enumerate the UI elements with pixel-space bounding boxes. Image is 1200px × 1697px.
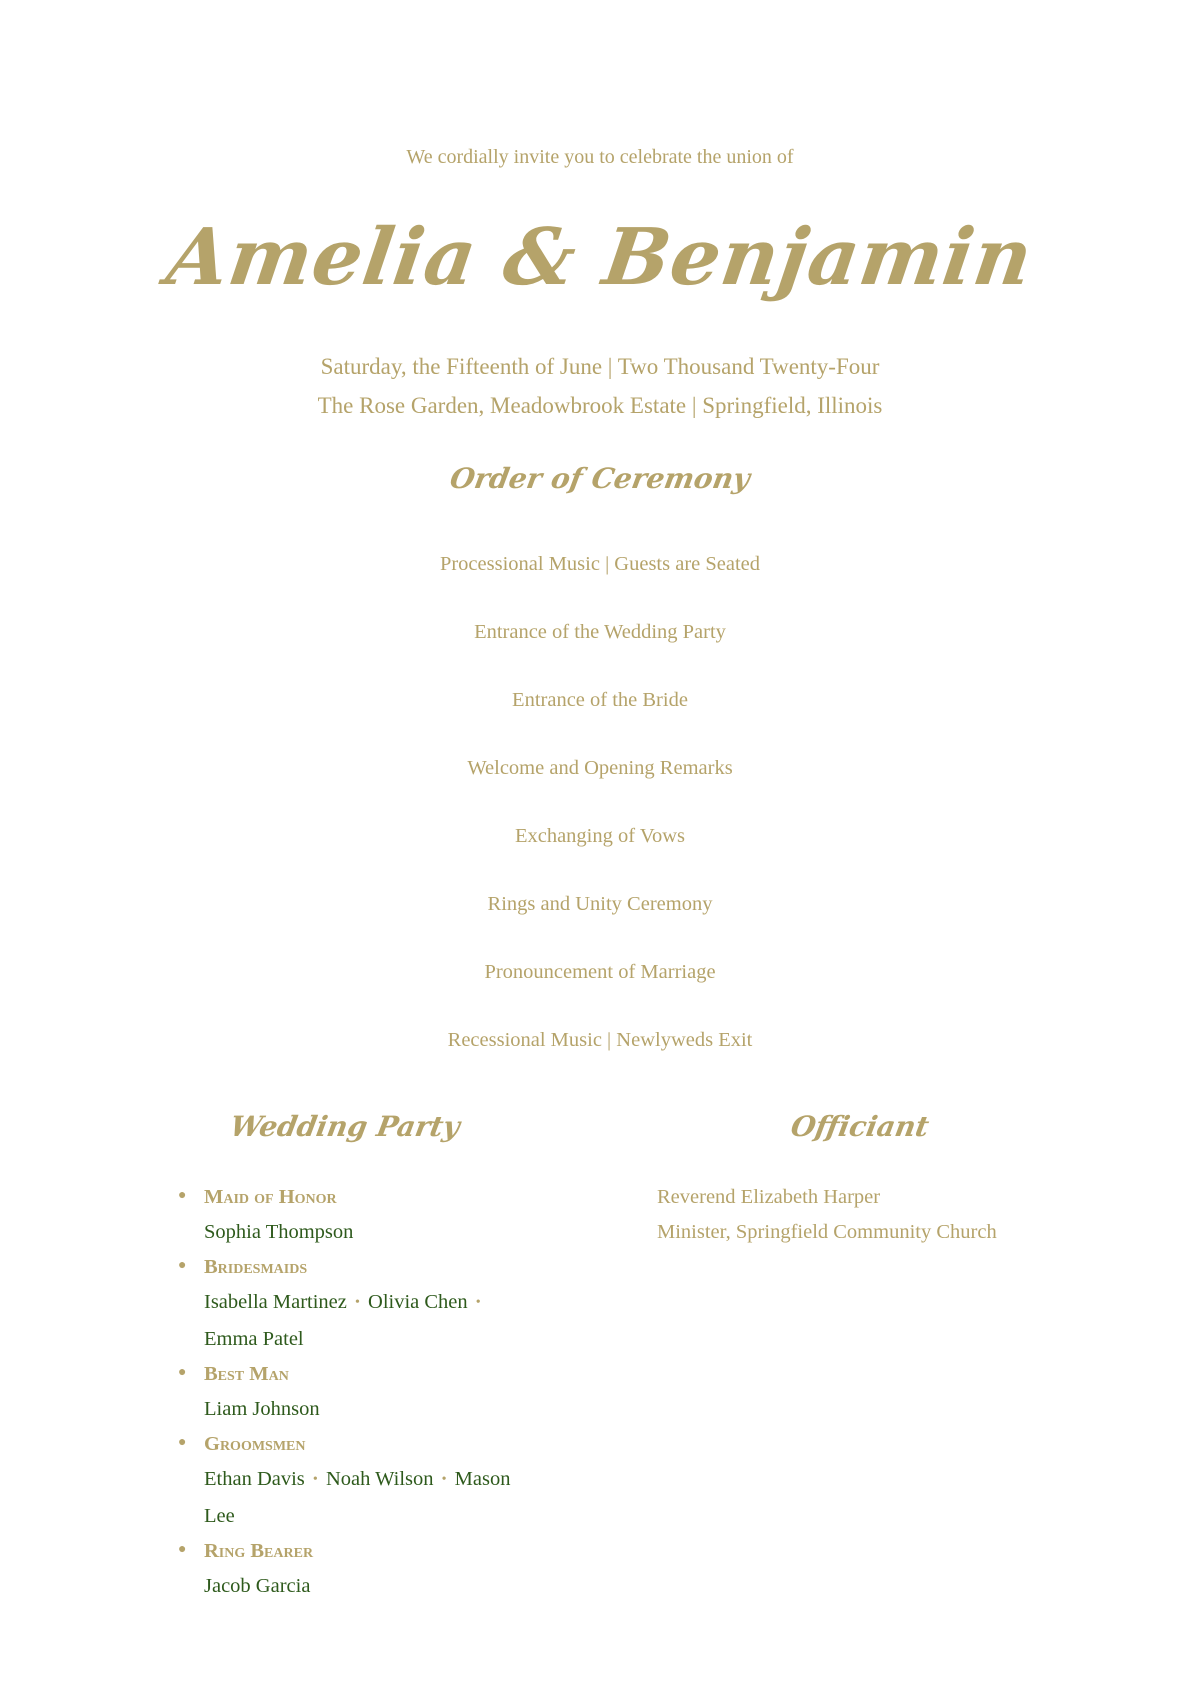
- role-people: [204, 1215, 538, 1250]
- bullet-icon: ●: [178, 1258, 187, 1273]
- party-role-item: [178, 1357, 538, 1427]
- separator-dot: •: [475, 1295, 481, 1310]
- ceremony-item: Rings and Unity Ceremony: [487, 893, 713, 915]
- ceremony-item: Welcome and Opening Remarks: [467, 757, 733, 779]
- party-role-item: [178, 1534, 538, 1604]
- bullet-icon: ●: [178, 1188, 187, 1203]
- bullet-icon: ●: [178, 1365, 187, 1380]
- person-name: Noah Wilson: [325, 1468, 434, 1490]
- person-name: Liam Johnson: [204, 1398, 320, 1420]
- ceremony-item: Pronouncement of Marriage: [484, 961, 716, 983]
- role-people: [204, 1392, 538, 1427]
- person-name: Isabella Martinez: [204, 1291, 347, 1313]
- person-name: Mason Lee: [204, 1468, 511, 1527]
- role-people: [204, 1462, 538, 1534]
- couple-names: Amelia & Benjamin: [161, 212, 1039, 303]
- role-label: Best Man: [204, 1363, 289, 1385]
- bullet-icon: ●: [178, 1542, 187, 1557]
- role-label: Maid of Honor: [204, 1186, 337, 1208]
- role-people: [204, 1569, 538, 1604]
- ceremony-item: Entrance of the Wedding Party: [474, 621, 726, 643]
- separator-dot: •: [441, 1472, 447, 1487]
- wedding-party-title: Wedding Party: [227, 1110, 463, 1143]
- person-name: Jacob Garcia: [204, 1575, 311, 1597]
- party-role-item: [178, 1250, 538, 1357]
- role-people: [204, 1285, 538, 1357]
- person-name: Emma Patel: [204, 1328, 304, 1350]
- officiant-name: Reverend Elizabeth Harper: [657, 1186, 881, 1208]
- role-label: Groomsmen: [204, 1433, 306, 1455]
- officiant-title: Officiant: [788, 1110, 932, 1143]
- ceremony-item: Processional Music | Guests are Seated: [439, 553, 761, 575]
- person-name: Sophia Thompson: [204, 1221, 354, 1243]
- officiant-details: [657, 1180, 997, 1250]
- separator-dot: •: [312, 1472, 318, 1487]
- order-of-ceremony-list: [0, 552, 1200, 1096]
- bullet-icon: ●: [178, 1435, 187, 1450]
- date-line: Saturday, the Fifteenth of June | Two Thousand Twenty-Four: [320, 354, 880, 379]
- venue-line: The Rose Garden, Meadowbrook Estate | Springfield, Illinois: [317, 393, 883, 418]
- party-role-item: [178, 1427, 538, 1534]
- separator-dot: •: [354, 1295, 360, 1310]
- wedding-party-list: [178, 1180, 538, 1604]
- person-name: Olivia Chen: [368, 1291, 468, 1313]
- role-label: Bridesmaids: [204, 1256, 308, 1278]
- ceremony-item: Entrance of the Bride: [512, 689, 688, 711]
- role-label: Ring Bearer: [204, 1540, 314, 1562]
- person-name: Ethan Davis: [204, 1468, 305, 1490]
- party-role-item: [178, 1180, 538, 1250]
- order-of-ceremony-title: Order of Ceremony: [447, 462, 753, 495]
- officiant-position: Minister, Springfield Community Church: [657, 1221, 997, 1243]
- invite-line: We cordially invite you to celebrate the union of: [406, 146, 794, 168]
- ceremony-item: Exchanging of Vows: [514, 825, 686, 847]
- ceremony-item: Recessional Music | Newlyweds Exit: [447, 1029, 753, 1051]
